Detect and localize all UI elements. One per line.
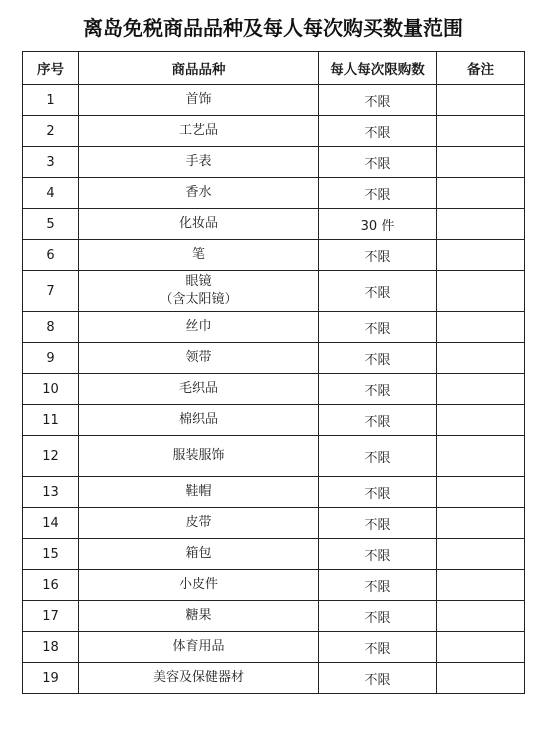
header-remarks: 备注 [437,52,525,85]
table-row [23,116,525,147]
table-row [23,343,525,374]
product-category-name: 笔 [191,247,205,262]
purchase-limit-cell: 不限 [319,271,437,312]
remarks-cell [437,601,525,632]
row-number: 12 [23,436,79,477]
table-row [23,271,525,312]
row-number: 3 [23,147,79,178]
product-category-name: 美容及保健器材 [152,670,244,685]
product-category-name: 鞋帽 [185,484,212,499]
table-row [23,405,525,436]
remarks-cell [437,240,525,271]
remarks-cell [437,570,525,601]
header-product-category: 商品品种 [79,52,319,85]
remarks-cell [437,116,525,147]
product-category-cell [79,436,319,477]
purchase-limit-cell: 不限 [319,539,437,570]
purchase-limit-cell: 不限 [319,178,437,209]
product-category-cell [79,601,319,632]
product-category-cell [79,508,319,539]
row-number: 2 [23,116,79,147]
table-row [23,240,525,271]
remarks-cell [437,508,525,539]
row-number: 10 [23,374,79,405]
row-number: 8 [23,312,79,343]
table-row [23,663,525,694]
product-category-name: 丝巾 [185,319,212,334]
product-category-name: 服装服饰 [172,448,225,463]
product-category-cell [79,343,319,374]
row-number: 17 [23,601,79,632]
row-number: 7 [23,271,79,312]
purchase-limit-cell: 不限 [319,343,437,374]
product-category-cell [79,312,319,343]
product-category-cell [79,271,319,312]
table-row [23,601,525,632]
table-row [23,209,525,240]
purchase-limit-cell: 不限 [319,85,437,116]
purchase-limit-cell: 不限 [319,240,437,271]
product-category-cell [79,147,319,178]
table-row [23,147,525,178]
product-category-name: 小皮件 [178,577,218,592]
row-number: 11 [23,405,79,436]
row-number: 16 [23,570,79,601]
product-category-name: 糖果 [185,608,212,623]
header-no: 序号 [23,52,79,85]
row-number: 1 [23,85,79,116]
remarks-cell [437,271,525,312]
product-category-cell [79,570,319,601]
product-category-name: 首饰 [185,92,212,107]
row-number: 14 [23,508,79,539]
product-category-cell [79,240,319,271]
row-number: 9 [23,343,79,374]
product-category-cell [79,405,319,436]
product-category-cell [79,632,319,663]
product-category-name: 领带 [185,350,212,365]
remarks-cell [437,405,525,436]
table-header-row [23,52,525,85]
purchase-limit-cell: 不限 [319,374,437,405]
product-category-cell [79,209,319,240]
product-category-cell [79,85,319,116]
product-category-cell [79,477,319,508]
product-category-name: 工艺品 [178,123,218,138]
table-row [23,374,525,405]
table-row [23,508,525,539]
table-row [23,312,525,343]
product-category-name: 毛织品 [178,381,218,396]
purchase-limit-cell: 不限 [319,436,437,477]
purchase-limit-cell: 不限 [319,508,437,539]
remarks-cell [437,477,525,508]
table-row [23,477,525,508]
product-category-cell [79,663,319,694]
product-category-name: 眼镜 [185,274,212,289]
document-title: 离岛免税商品品种及每人每次购买数量范围 [83,16,463,40]
table-row [23,85,525,116]
product-category-cell [79,374,319,405]
remarks-cell [437,147,525,178]
row-number: 19 [23,663,79,694]
remarks-cell [437,85,525,116]
product-category-name: 体育用品 [172,639,225,654]
row-number: 18 [23,632,79,663]
purchase-limit-cell: 不限 [319,601,437,632]
purchase-limit-cell: 不限 [319,405,437,436]
table-body [23,85,525,694]
product-category-name: 手表 [185,154,212,169]
product-category-name: 棉织品 [178,412,218,427]
product-category-name: 皮带 [185,515,212,530]
purchase-limit-cell: 不限 [319,570,437,601]
product-category-cell [79,116,319,147]
product-category-name: 箱包 [185,546,212,561]
purchase-limit-cell: 不限 [319,477,437,508]
remarks-cell [437,632,525,663]
product-category-cell [79,539,319,570]
row-number: 5 [23,209,79,240]
remarks-cell [437,343,525,374]
purchase-limit-cell: 不限 [319,312,437,343]
row-number: 6 [23,240,79,271]
purchase-limit-cell: 不限 [319,632,437,663]
row-number: 15 [23,539,79,570]
product-category-note: （含太阳镜） [159,292,238,307]
header-purchase-limit: 每人每次限购数 [319,52,437,85]
product-category-name: 香水 [185,185,212,200]
remarks-cell [437,374,525,405]
product-category-cell [79,178,319,209]
table-row [23,632,525,663]
remarks-cell [437,436,525,477]
remarks-cell [437,209,525,240]
product-category-name: 化妆品 [178,216,218,231]
table-row [23,178,525,209]
purchase-limit-cell: 不限 [319,663,437,694]
quota-table [22,51,525,694]
remarks-cell [437,312,525,343]
remarks-cell [437,178,525,209]
remarks-cell [437,663,525,694]
remarks-cell [437,539,525,570]
table-row [23,436,525,477]
row-number: 4 [23,178,79,209]
table-row [23,539,525,570]
purchase-limit-cell: 不限 [319,116,437,147]
row-number: 13 [23,477,79,508]
purchase-limit-cell: 不限 [319,147,437,178]
table-row [23,570,525,601]
purchase-limit-cell: 30 件 [319,209,437,240]
